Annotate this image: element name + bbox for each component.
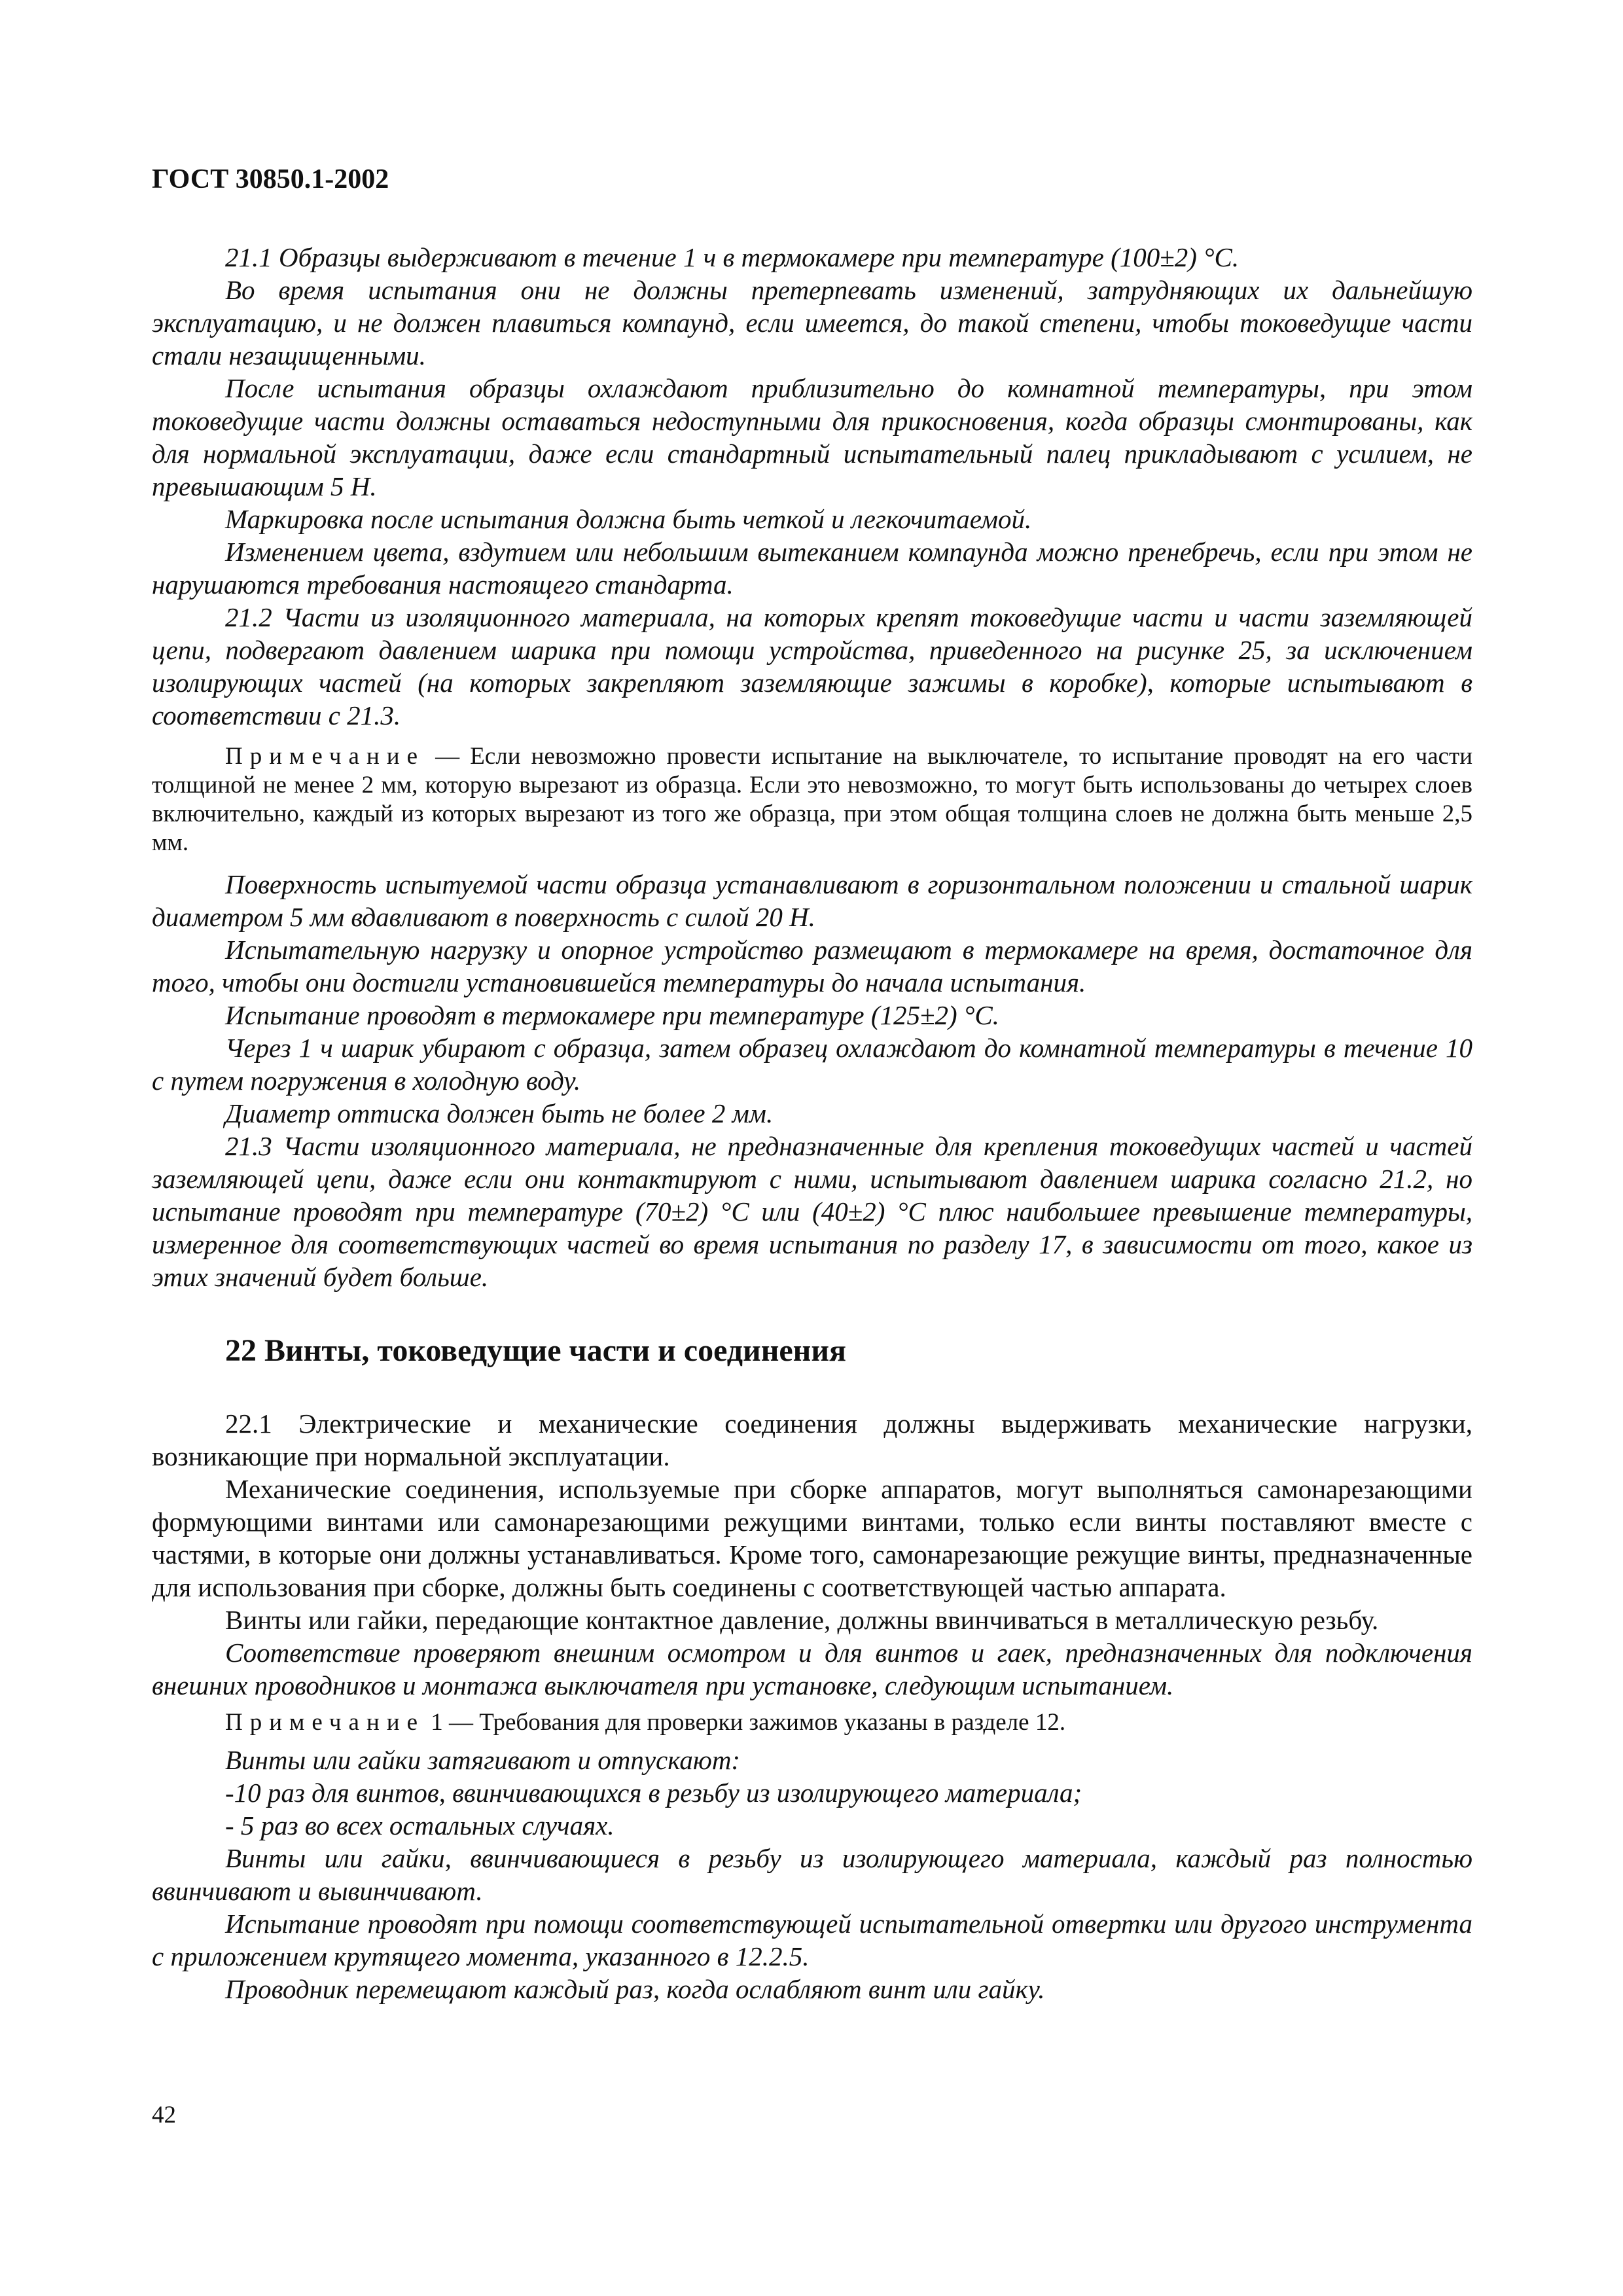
note-text: 1 — Требования для проверки зажимов указаны в разделе 12. xyxy=(425,1709,1066,1736)
paragraph-after-test: После испытания образцы охлаждают приблизительно до комнатной температуры, при этом токоведущие части должны оставаться недоступными для прикосновения, когда образцы смонтированы, как для нормальной эксплуатации, даже если стандартный испытательный палец прикладывают с усилием, не превышающим 5 Н. xyxy=(152,373,1472,501)
note-label: Примечание xyxy=(225,1709,425,1736)
paragraph-test-temperature: Испытание проводят в термокамере при температуре (125±2) °С. xyxy=(225,1000,999,1030)
paragraph-contact-pressure: Винты или гайки, передающие контактное давление, должны ввинчиваться в металлическую резьбу. xyxy=(225,1605,1379,1635)
paragraph-mechanical-connections: Механические соединения, используемые при сборке аппаратов, могут выполняться самонарезающими формующими винтами или самонарезающими режущими винтами, только если винты поставляют вместе с частями, в которые они должны устанавливаться. Кроме того, самонарезающие режущие винты, предназначенные для использования при сборке, должны быть соединены с соответствующей частью аппарата. xyxy=(152,1474,1472,1602)
paragraph-ball-pressure: Поверхность испытуемой части образца устанавливают в горизонтальном положении и стальной шарик диаметром 5 мм вдавливают в поверхность с силой 20 Н. xyxy=(152,869,1472,932)
document-code-header: ГОСТ 30850.1-2002 xyxy=(152,164,389,194)
section-22-title: 22 Винты, токоведущие части и соединения xyxy=(225,1333,846,1368)
list-item-10-times: -10 раз для винтов, ввинчивающихся в резьбу из изолирующего материала; xyxy=(225,1778,1082,1808)
list-item-5-times: - 5 раз во всех остальных случаях. xyxy=(225,1810,615,1840)
paragraph-ball-removal: Через 1 ч шарик убирают с образца, затем образец охлаждают до комнатной температуры в течение 10 с путем погружения в холодную воду. xyxy=(152,1033,1472,1096)
paragraph-marking: Маркировка после испытания должна быть четкой и легкочитаемой. xyxy=(225,504,1032,534)
note-thickness xyxy=(152,742,1472,857)
note-terminals xyxy=(152,1708,1472,1737)
paragraph-conductor-moved: Проводник перемещают каждый раз, когда ослабляют винт или гайку. xyxy=(225,1974,1045,2004)
paragraph-torque-test: Испытание проводят при помощи соответствующей испытательной отвертки или другого инструмента с приложением крутящего момента, указанного в 12.2.5. xyxy=(152,1909,1472,1971)
paragraph-21-2: 21.2 Части из изоляционного материала, на которых крепят токоведущие части и части заземляющей цепи, подвергают давлением шарика при помощи устройства, приведенного на рисунке 25, за исключением изолирующих частей (на которых закрепляют заземляющие зажимы в коробке), которые испытывают в соответствии с 21.3. xyxy=(152,602,1472,730)
paragraph-no-deformation: Во время испытания они не должны претерпевать изменений, затрудняющих их дальнейшую эксплуатацию, и не должен плавиться компаунд, если имеется, до такой степени, чтобы токоведущие части стали незащищенными. xyxy=(152,275,1472,370)
paragraph-discoloration: Изменением цвета, вздутием или небольшим вытеканием компаунда можно пренебречь, если при этом не нарушаются требования настоящего стандарта. xyxy=(152,537,1472,600)
note-text: — Если невозможно провести испытание на выключателе, то испытание проводят на его части толщиной не менее 2 мм, которую вырезают из образца. Если это невозможно, то могут быть использованы до четырех слоев включительно, каждый из которых вырезают из того же образца, при этом общая толщина слоев не должна быть меньше 2,5 мм. xyxy=(152,743,1472,856)
paragraph-21-3: 21.3 Части изоляционного материала, не предназначенные для крепления токоведущих частей и частей заземляющей цепи, даже если они контактируют с ними, испытывают давлением шарика согласно 21.2, но испытание проводят при температуре (70±2) °С или (40±2) °С плюс наибольшее превышение температуры, измеренное для соответствующих частей во время испытания по разделу 17, в зависимости от того, какое из этих значений будет больше. xyxy=(152,1131,1472,1292)
paragraph-21-1: 21.1 Образцы выдерживают в течение 1 ч в термокамере при температуре (100±2) °С. xyxy=(225,242,1240,272)
paragraph-22-1: 22.1 Электрические и механические соединения должны выдерживать механические нагрузки, возникающие при нормальной эксплуатации. xyxy=(152,1408,1472,1471)
paragraph-full-screwing: Винты или гайки, ввинчивающиеся в резьбу из изолирующего материала, каждый раз полностью ввинчивают и вывинчивают. xyxy=(152,1843,1472,1906)
paragraph-tighten-loosen: Винты или гайки затягивают и отпускают: xyxy=(225,1745,741,1775)
paragraph-compliance-check: Соответствие проверяют внешним осмотром и для винтов и гаек, предназначенных для подключения внешних проводников и монтажа выключателя при установке, следующим испытанием. xyxy=(152,1638,1472,1700)
paragraph-impression-diameter: Диаметр оттиска должен быть не более 2 мм. xyxy=(225,1098,774,1128)
page-number: 42 xyxy=(152,2102,176,2128)
note-label: Примечание xyxy=(225,743,425,770)
page-body xyxy=(152,241,1472,2005)
paragraph-load-placement: Испытательную нагрузку и опорное устройство размещают в термокамере на время, достаточное для того, чтобы они достигли установившейся температуры до начала испытания. xyxy=(152,935,1472,997)
